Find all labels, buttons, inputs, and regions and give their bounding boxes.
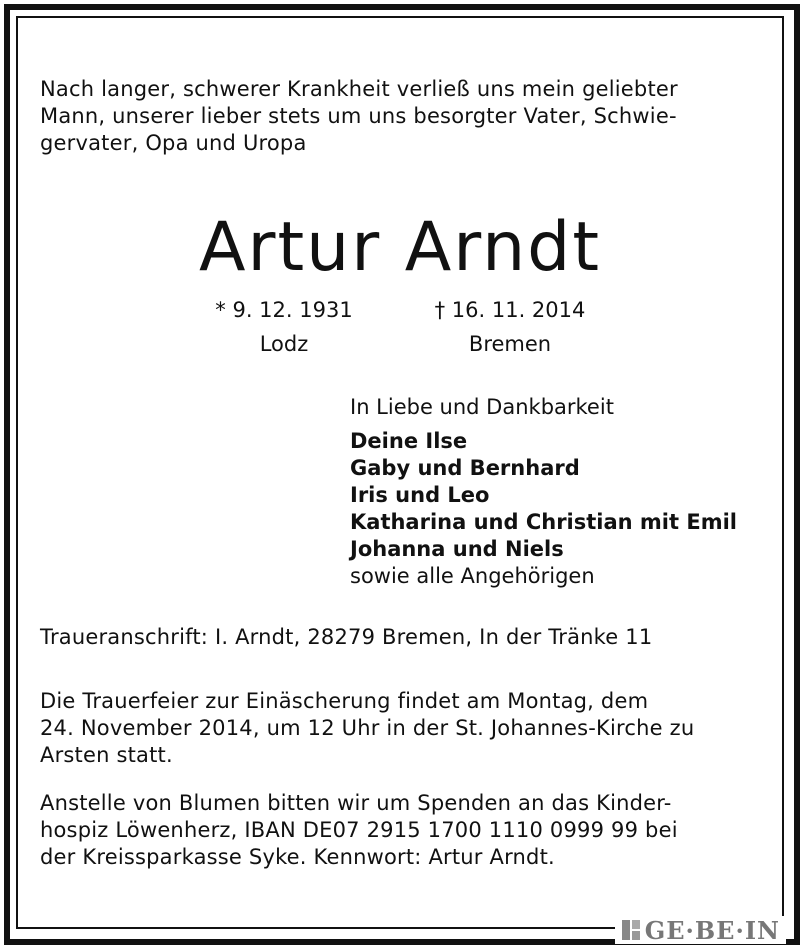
- ceremony-line: Arsten statt.: [40, 743, 173, 767]
- intro-line: Nach langer, schwerer Krankheit verließ uns mein geliebter: [40, 77, 678, 101]
- ceremony-text: [40, 688, 762, 769]
- donation-text: [40, 790, 762, 871]
- ceremony-line: 24. November 2014, um 12 Uhr in der St. Johannes-Kirche zu: [40, 716, 695, 740]
- mourner-name: Iris und Leo: [350, 483, 490, 507]
- mourners-intro: In Liebe und Dankbarkeit: [350, 395, 614, 419]
- death-place: Bremen: [468, 332, 552, 356]
- logo-mark-icon: [621, 919, 641, 941]
- death-date: † 16. 11. 2014: [434, 298, 586, 322]
- intro-line: gervater, Opa und Uropa: [40, 131, 307, 155]
- mourning-address: Traueranschrift: I. Arndt, 28279 Bremen, In der Tränke 11: [40, 625, 653, 649]
- logo-text: GE·BE·IN: [644, 915, 780, 945]
- gebein-logo: [615, 916, 786, 944]
- deceased-name: Artur Arndt: [198, 208, 601, 287]
- mourners-closing: sowie alle Angehörigen: [350, 564, 595, 588]
- mourner-name: Katharina und Christian mit Emil: [350, 510, 737, 534]
- mourner-name: Deine Ilse: [350, 429, 468, 453]
- birth-date: * 9. 12. 1931: [215, 298, 353, 322]
- intro-line: Mann, unserer lieber stets um uns besorgter Vater, Schwie-: [40, 104, 677, 128]
- mourners-block: [350, 394, 737, 590]
- mourner-name: Johanna und Niels: [350, 537, 564, 561]
- donation-line: hospiz Löwenherz, IBAN DE07 2915 1700 1110 0999 99 bei: [40, 818, 678, 842]
- intro-text: [40, 76, 762, 157]
- birth-place: Lodz: [259, 332, 309, 356]
- mourner-name: Gaby und Bernhard: [350, 456, 580, 480]
- donation-line: der Kreissparkasse Syke. Kennwort: Artur Arndt.: [40, 845, 555, 869]
- donation-line: Anstelle von Blumen bitten wir um Spenden an das Kinder-: [40, 791, 672, 815]
- ceremony-line: Die Trauerfeier zur Einäscherung findet am Montag, dem: [40, 689, 649, 713]
